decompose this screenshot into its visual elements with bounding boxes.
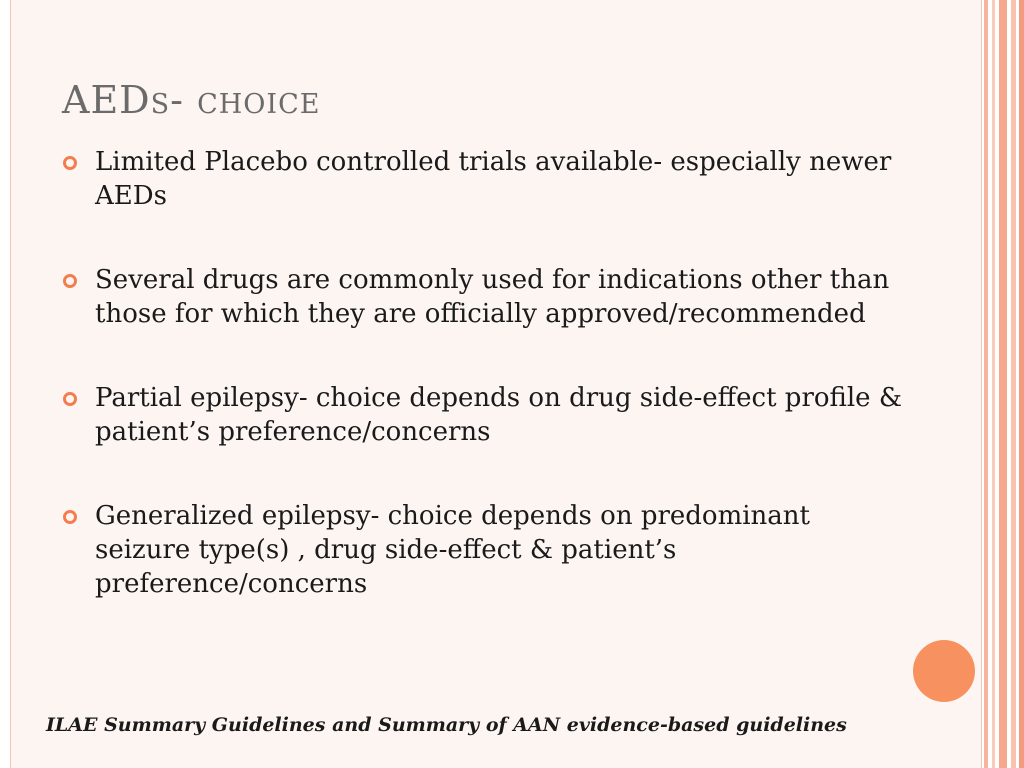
decorative-circle	[913, 640, 975, 702]
decorative-stripe	[999, 0, 1007, 768]
decorative-stripe	[1019, 0, 1024, 768]
decorative-stripe	[984, 0, 988, 768]
bullet-text: Several drugs are commonly used for indications other than those for which they are officially approved/recommended	[95, 265, 890, 329]
bullet-circle-icon	[63, 392, 77, 406]
bullet-circle-icon	[63, 274, 77, 288]
bullet-item	[62, 499, 902, 601]
bullet-item	[62, 381, 902, 449]
bullet-circle-icon	[63, 156, 77, 170]
footer-citation: ILAE Summary Guidelines and Summary of AAN evidence-based guidelines	[46, 714, 847, 736]
bullet-circle-icon	[63, 510, 77, 524]
bullet-text: Limited Placebo controlled trials available- especially newer AEDs	[95, 147, 892, 211]
decorative-stripe	[1011, 0, 1016, 768]
bullet-list	[62, 145, 902, 601]
slide-title: AEDs- choice	[62, 78, 321, 122]
bullet-text: Generalized epilepsy- choice depends on predominant seizure type(s) , drug side-effect & patient’s preference/concerns	[95, 501, 810, 599]
decorative-stripe	[992, 0, 995, 768]
bullet-item	[62, 263, 902, 331]
bullet-item	[62, 145, 902, 213]
bullet-text: Partial epilepsy- choice depends on drug side-effect profile & patient’s preference/concerns	[95, 383, 902, 447]
